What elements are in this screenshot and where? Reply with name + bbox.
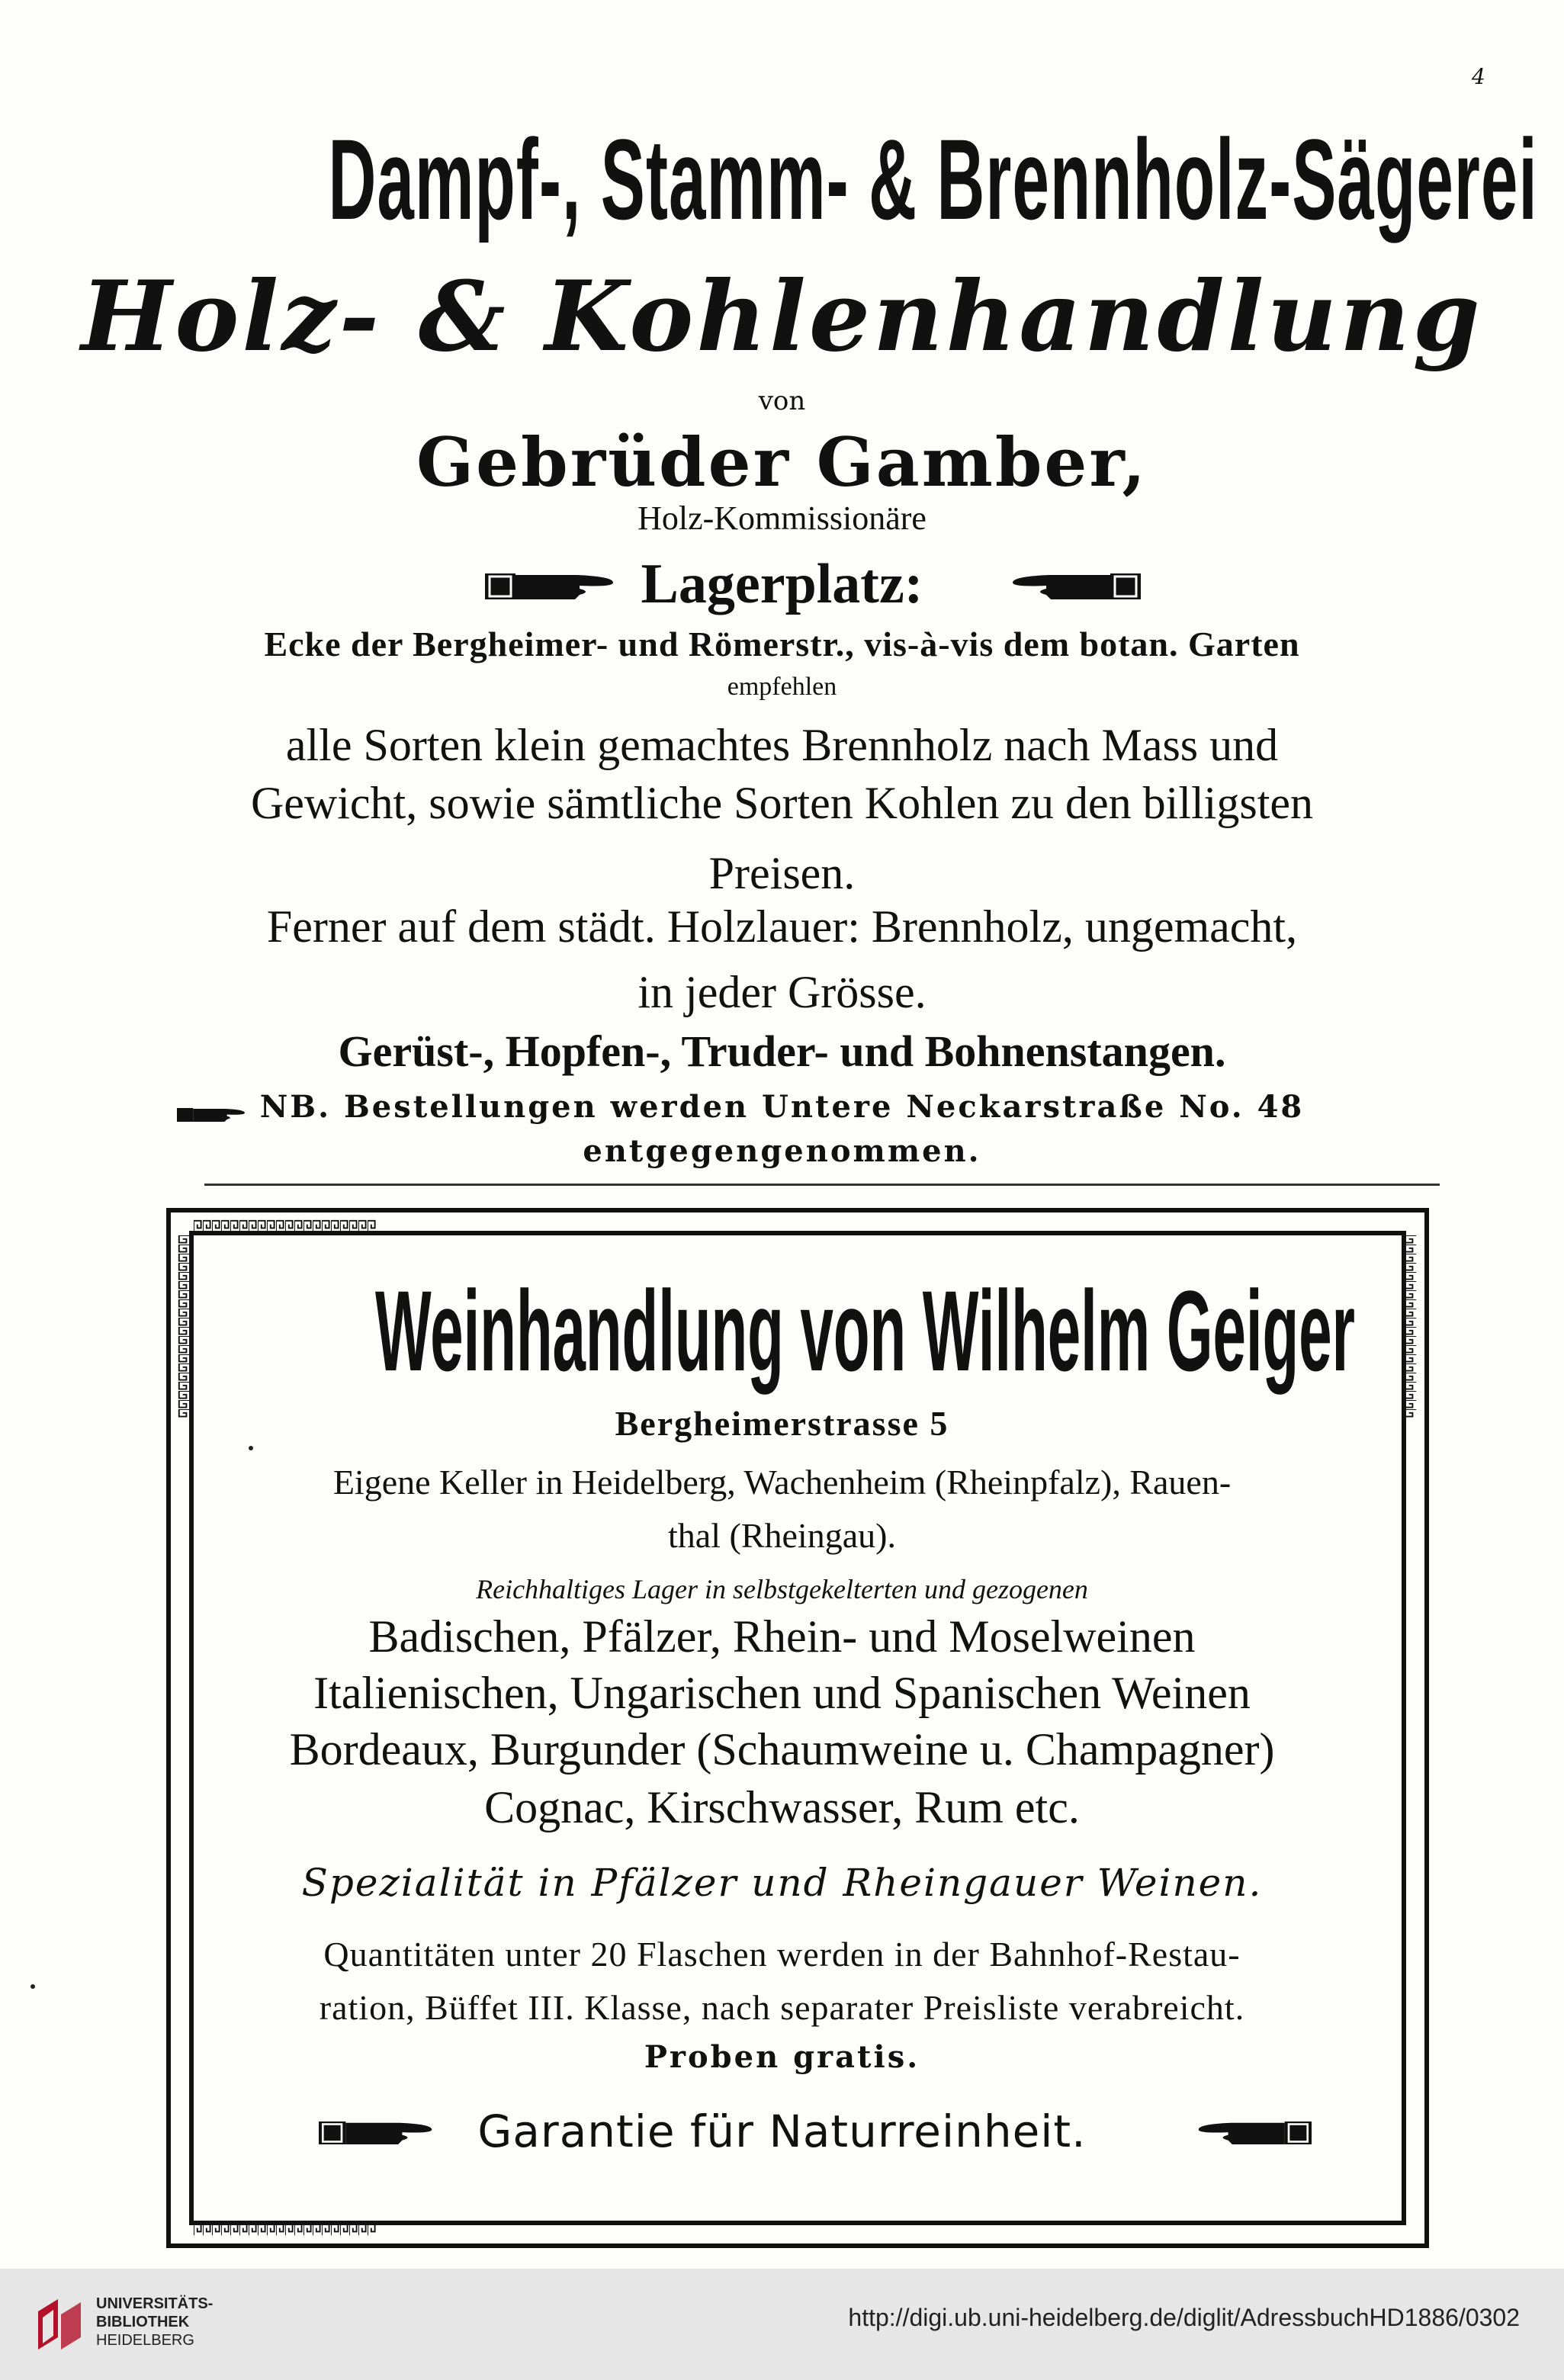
ad2-line2: thal (Rheingau). [668,1516,896,1555]
ad2-line3: Reichhaltiges Lager in selbstgekelterten und gezogenen [476,1574,1088,1604]
greek-key-border-top [194,1217,377,1235]
digitization-footer [0,2269,1564,2380]
ad1-nb-line1: NB. Bestellungen werden Untere Neckarstraße No. 48 [259,1089,1305,1125]
library-name-line2: BIBLIOTHEK [96,2314,190,2330]
ad1-line6: Gerüst-, Hopfen-, Truder- und Bohnenstangen. [338,1026,1226,1076]
ad1-nb-line2: entgegengenommen. [583,1133,981,1169]
ad2-address: Bergheimerstrasse 5 [615,1404,949,1443]
ad2-wines-line1: Badischen, Pfälzer, Rhein- und Moselweinen [368,1611,1196,1662]
library-name-line1: UNIVERSITÄTS- [96,2295,214,2312]
ad2-proben-gratis: Proben gratis. [644,2039,920,2075]
ad1-subtitle: Holz-Kommissionäre [637,499,927,537]
ad2-quantity-line2: ration, Büffet III. Klasse, nach separater Preisliste verabreicht. [319,1988,1245,2027]
print-speck [31,1984,35,1989]
ad2-title: Weinhandlung von Wilhelm Geiger [375,1267,1355,1395]
greek-key-border-left [175,1235,194,1418]
ad1-line2: Gewicht, sowie sämtliche Sorten Kohlen zu den billigsten [250,778,1314,828]
ad1-address: Ecke der Bergheimer- und Römerstr., vis-à-vis dem botan. Garten [264,625,1300,663]
ad1-title-line1: Dampf-, Stamm- & Brennholz-Sägerei [328,115,1538,243]
ad1-line5: in jeder Grösse. [637,967,927,1017]
pointing-hand-left-icon [1197,2114,1312,2152]
ad2-guarantee-row [0,2097,1564,2166]
library-name-line3: HEIDELBERG [96,2332,194,2349]
source-url-link[interactable]: http://digi.ub.uni-heidelberg.de/diglit/AdressbuchHD1886/0302 [848,2304,1520,2331]
ad1-nb-row [0,1089,1564,1135]
ad2-wines-line2: Italienischen, Ungarischen und Spanischen Weinen [313,1668,1251,1718]
ad2-quantity-line1: Quantitäten unter 20 Flaschen werden in der Bahnhof-Restau- [323,1935,1241,1974]
print-speck [249,1446,253,1450]
ad1-line4: Ferner auf dem städt. Holzlauer: Brennholz, ungemacht, [266,901,1298,952]
ad1-line1: alle Sorten klein gemachtes Brennholz nach Mass und [285,720,1279,770]
greek-key-border-bottom [194,2221,377,2239]
ad1-lagerplatz-row [0,546,1564,622]
ad1-line3: Preisen. [708,848,856,898]
ad-separator-rule [204,1184,1440,1186]
pointing-hand-left-icon [1011,567,1141,605]
ad1-company-name: Gebrüder Gamber, [416,422,1148,502]
library-name [96,2295,213,2349]
ad2-line1: Eigene Keller in Heidelberg, Wachenheim (Rheinpfalz), Rauen- [332,1463,1232,1502]
ad1-lagerplatz: Lagerplatz: [641,553,923,615]
ad1-empfehlen: empfehlen [727,673,837,701]
greek-key-border-right [1402,1235,1420,1418]
ad2-speciality: Spezialität in Pfälzer und Rheingauer Weinen. [301,1861,1263,1905]
library-logo-icon[interactable] [35,2296,88,2353]
page-corner-mark: 4 [1472,64,1485,89]
ad2-wines-line4: Cognac, Kirschwasser, Rum etc. [484,1782,1080,1832]
ad2-wines-line3: Bordeaux, Burgunder (Schaumweine u. Champagner) [289,1724,1275,1775]
ad1-von: von [758,386,806,416]
ad1-title-line2: Holz- & Kohlenhandlung [81,260,1483,373]
ad2-guarantee: Garantie für Naturreinheit. [477,2105,1087,2157]
